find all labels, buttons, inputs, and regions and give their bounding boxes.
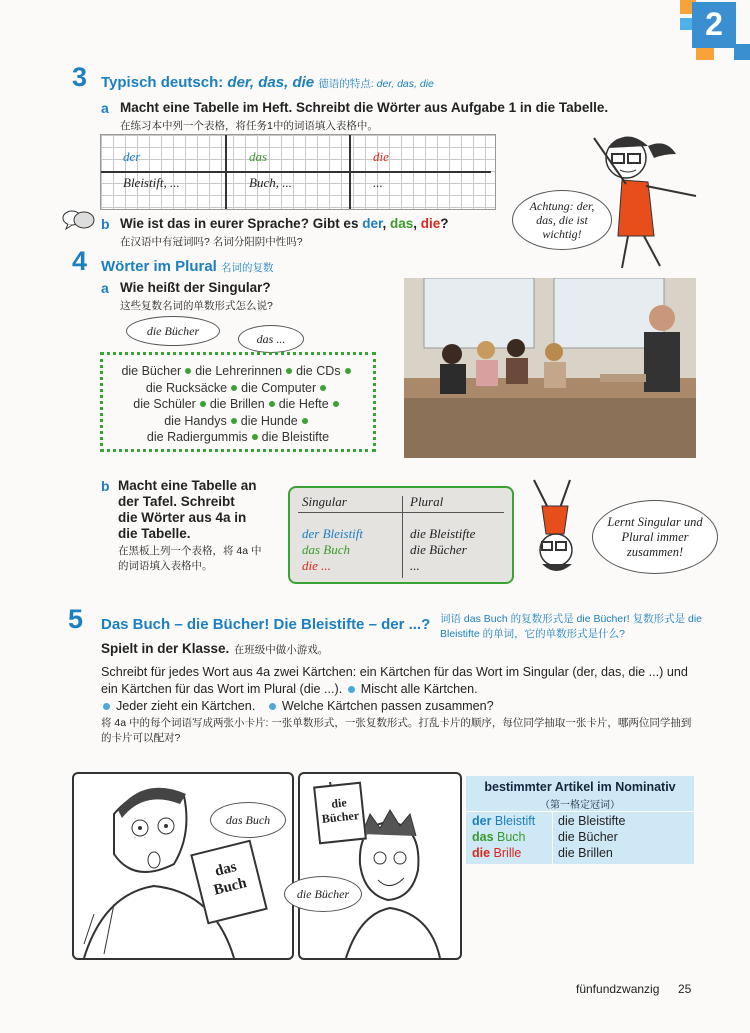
speech-bubble-das-buch: das Buch	[210, 802, 286, 838]
girl-illustration	[586, 118, 726, 283]
word-9: die Handys	[164, 413, 227, 428]
word-1: die Bücher	[121, 364, 182, 378]
board-col-plural: Plural	[410, 494, 444, 509]
grammar-row-1-singular: der Bleistift	[472, 814, 536, 828]
speech-bubble-die-buecher: die Bücher	[126, 316, 220, 346]
task-4a-letter: a	[101, 280, 109, 296]
task-3b-letter: b	[101, 216, 110, 232]
grid-header-die: die	[373, 149, 389, 164]
card-das-buch: das Buch	[190, 840, 268, 925]
section-5-title-zh: 词语 das Buch 的复数形式是 die Bücher! 复数形式是 die Bleistifte 的单词，它的单数形式是什么?	[440, 613, 702, 640]
task-4b-letter: b	[101, 478, 110, 494]
grammar-row-3-singular: die Brille	[472, 846, 522, 860]
section-5-body: Schreibt für jedes Wort aus 4a zwei Kärtchen: ein Kärtchen für das Wort im Singular (der, das, die ...) und ein Kärtchen für das Wort im Plural (die ...). Mischt alle Kärtchen. Jeder zieht ein Kärtchen. Welche Kärtchen passen zusammen?	[101, 665, 688, 713]
board-plur-2: die Bücher	[410, 542, 467, 557]
speech-bubble-lernt: Lernt Singular und Plural immer zusammen!	[592, 500, 718, 574]
upside-down-girl-illustration	[524, 478, 594, 583]
word-7: die Brillen	[209, 397, 265, 411]
section-4-title: Wörter im Plural 名词的复数	[101, 258, 274, 275]
board-sing-2: das Buch	[302, 542, 351, 557]
word-10: die Hunde	[240, 413, 298, 428]
word-4: die Rucksäcke	[145, 380, 228, 395]
card-die-buecher: die Bücher	[313, 782, 367, 845]
section-3-number: 3	[72, 62, 88, 92]
section-5-title: Das Buch – die Bücher! Die Bleistifte – der ...?	[101, 616, 431, 633]
chapter-number: 2	[692, 2, 736, 48]
task-3a-text: Macht eine Tabelle im Heft. Schreibt die Wörter aus Aufgabe 1 in die Tabelle.	[120, 100, 609, 115]
speech-bubble-das: das ...	[238, 325, 304, 353]
grammar-row-3-plural: die Brillen	[558, 846, 613, 860]
grammar-box-title: bestimmter Artikel im Nominativ	[484, 780, 676, 794]
section-4-number: 4	[72, 246, 88, 276]
speech-bubble-achtung: Achtung: der, das, die ist wichtig!	[512, 190, 612, 250]
task-4a-zh: 这些复数名词的单数形式怎么说?	[120, 300, 273, 312]
word-2: die Lehrerinnen	[195, 364, 283, 378]
classroom-photo	[404, 278, 696, 458]
grammar-box-title-zh: （第一格定冠词）	[540, 800, 620, 811]
grid-table	[100, 134, 496, 210]
task-3b-zh: 在汉语中有冠词吗? 名词分阳阴中性吗?	[120, 236, 303, 248]
task-3b-text: Wie ist das in eurer Sprache? Gibt es der, das, die?	[120, 216, 449, 231]
grid-header-der: der	[123, 149, 141, 164]
section-5-body-zh: 将 4a 中的每个词语写成两张小卡片: 一张单数形式，一张复数形式。打乱卡片的顺序，每位同学抽取一张卡片，哪两位同学抽到的卡片可以配对?	[101, 717, 692, 744]
task-3a-zh: 在练习本中列一个表格，将任务1中的词语填入表格中。	[120, 120, 378, 132]
board-sing-1: der Bleistift	[302, 526, 364, 541]
singular-plural-board	[288, 486, 514, 584]
board-col-singular: Singular	[302, 494, 347, 509]
task-4a-text: Wie heißt der Singular?	[120, 280, 271, 295]
speech-bubble-die-buecher-2: die Bücher	[284, 876, 362, 912]
chapter-tab-decor	[680, 0, 750, 60]
word-8: die Hefte	[278, 397, 329, 411]
grid-header-das: das	[249, 149, 268, 164]
page-word: fünfundzwanzig	[576, 982, 660, 996]
page-number: 25	[678, 982, 692, 996]
board-plur-1: die Bleistifte	[410, 526, 476, 541]
speech-group-icon	[62, 208, 96, 235]
word-6: die Schüler	[133, 397, 196, 411]
grid-cell-1: Bleistift, ...	[123, 175, 180, 190]
word-3: die CDs	[296, 364, 341, 378]
task-4b-zh: 在黑板上列一个表格，将 4a 中的词语填入表格中。	[118, 545, 262, 572]
grammar-row-2-plural: die Bücher	[558, 830, 618, 844]
task-3a-letter: a	[101, 100, 109, 116]
grid-cell-3: ...	[373, 175, 383, 190]
comic-panel-1	[72, 772, 294, 960]
section-3-title: Typisch deutsch: der, das, die 德语的特点: der, das, die	[101, 74, 434, 91]
section-5-number: 5	[68, 604, 84, 634]
grammar-row-2-singular: das Buch	[472, 830, 526, 844]
section-5-subtitle: Spielt in der Klasse. 在班级中做小游戏。	[101, 641, 329, 656]
board-plur-3: ...	[410, 558, 420, 573]
word-12: die Bleistifte	[261, 430, 330, 444]
board-sing-3: die ...	[302, 558, 331, 573]
grammar-box	[466, 776, 694, 864]
grammar-row-1-plural: die Bleistifte	[558, 814, 626, 828]
word-11: die Radiergummis	[146, 430, 248, 444]
grid-cell-2: Buch, ...	[249, 175, 292, 190]
word-5: die Computer	[241, 380, 317, 395]
word-list-box	[100, 352, 376, 452]
task-4b-text: Macht eine Tabelle an der Tafel. Schreibt die Wörter aus 4a in die Tabelle.	[118, 478, 257, 541]
